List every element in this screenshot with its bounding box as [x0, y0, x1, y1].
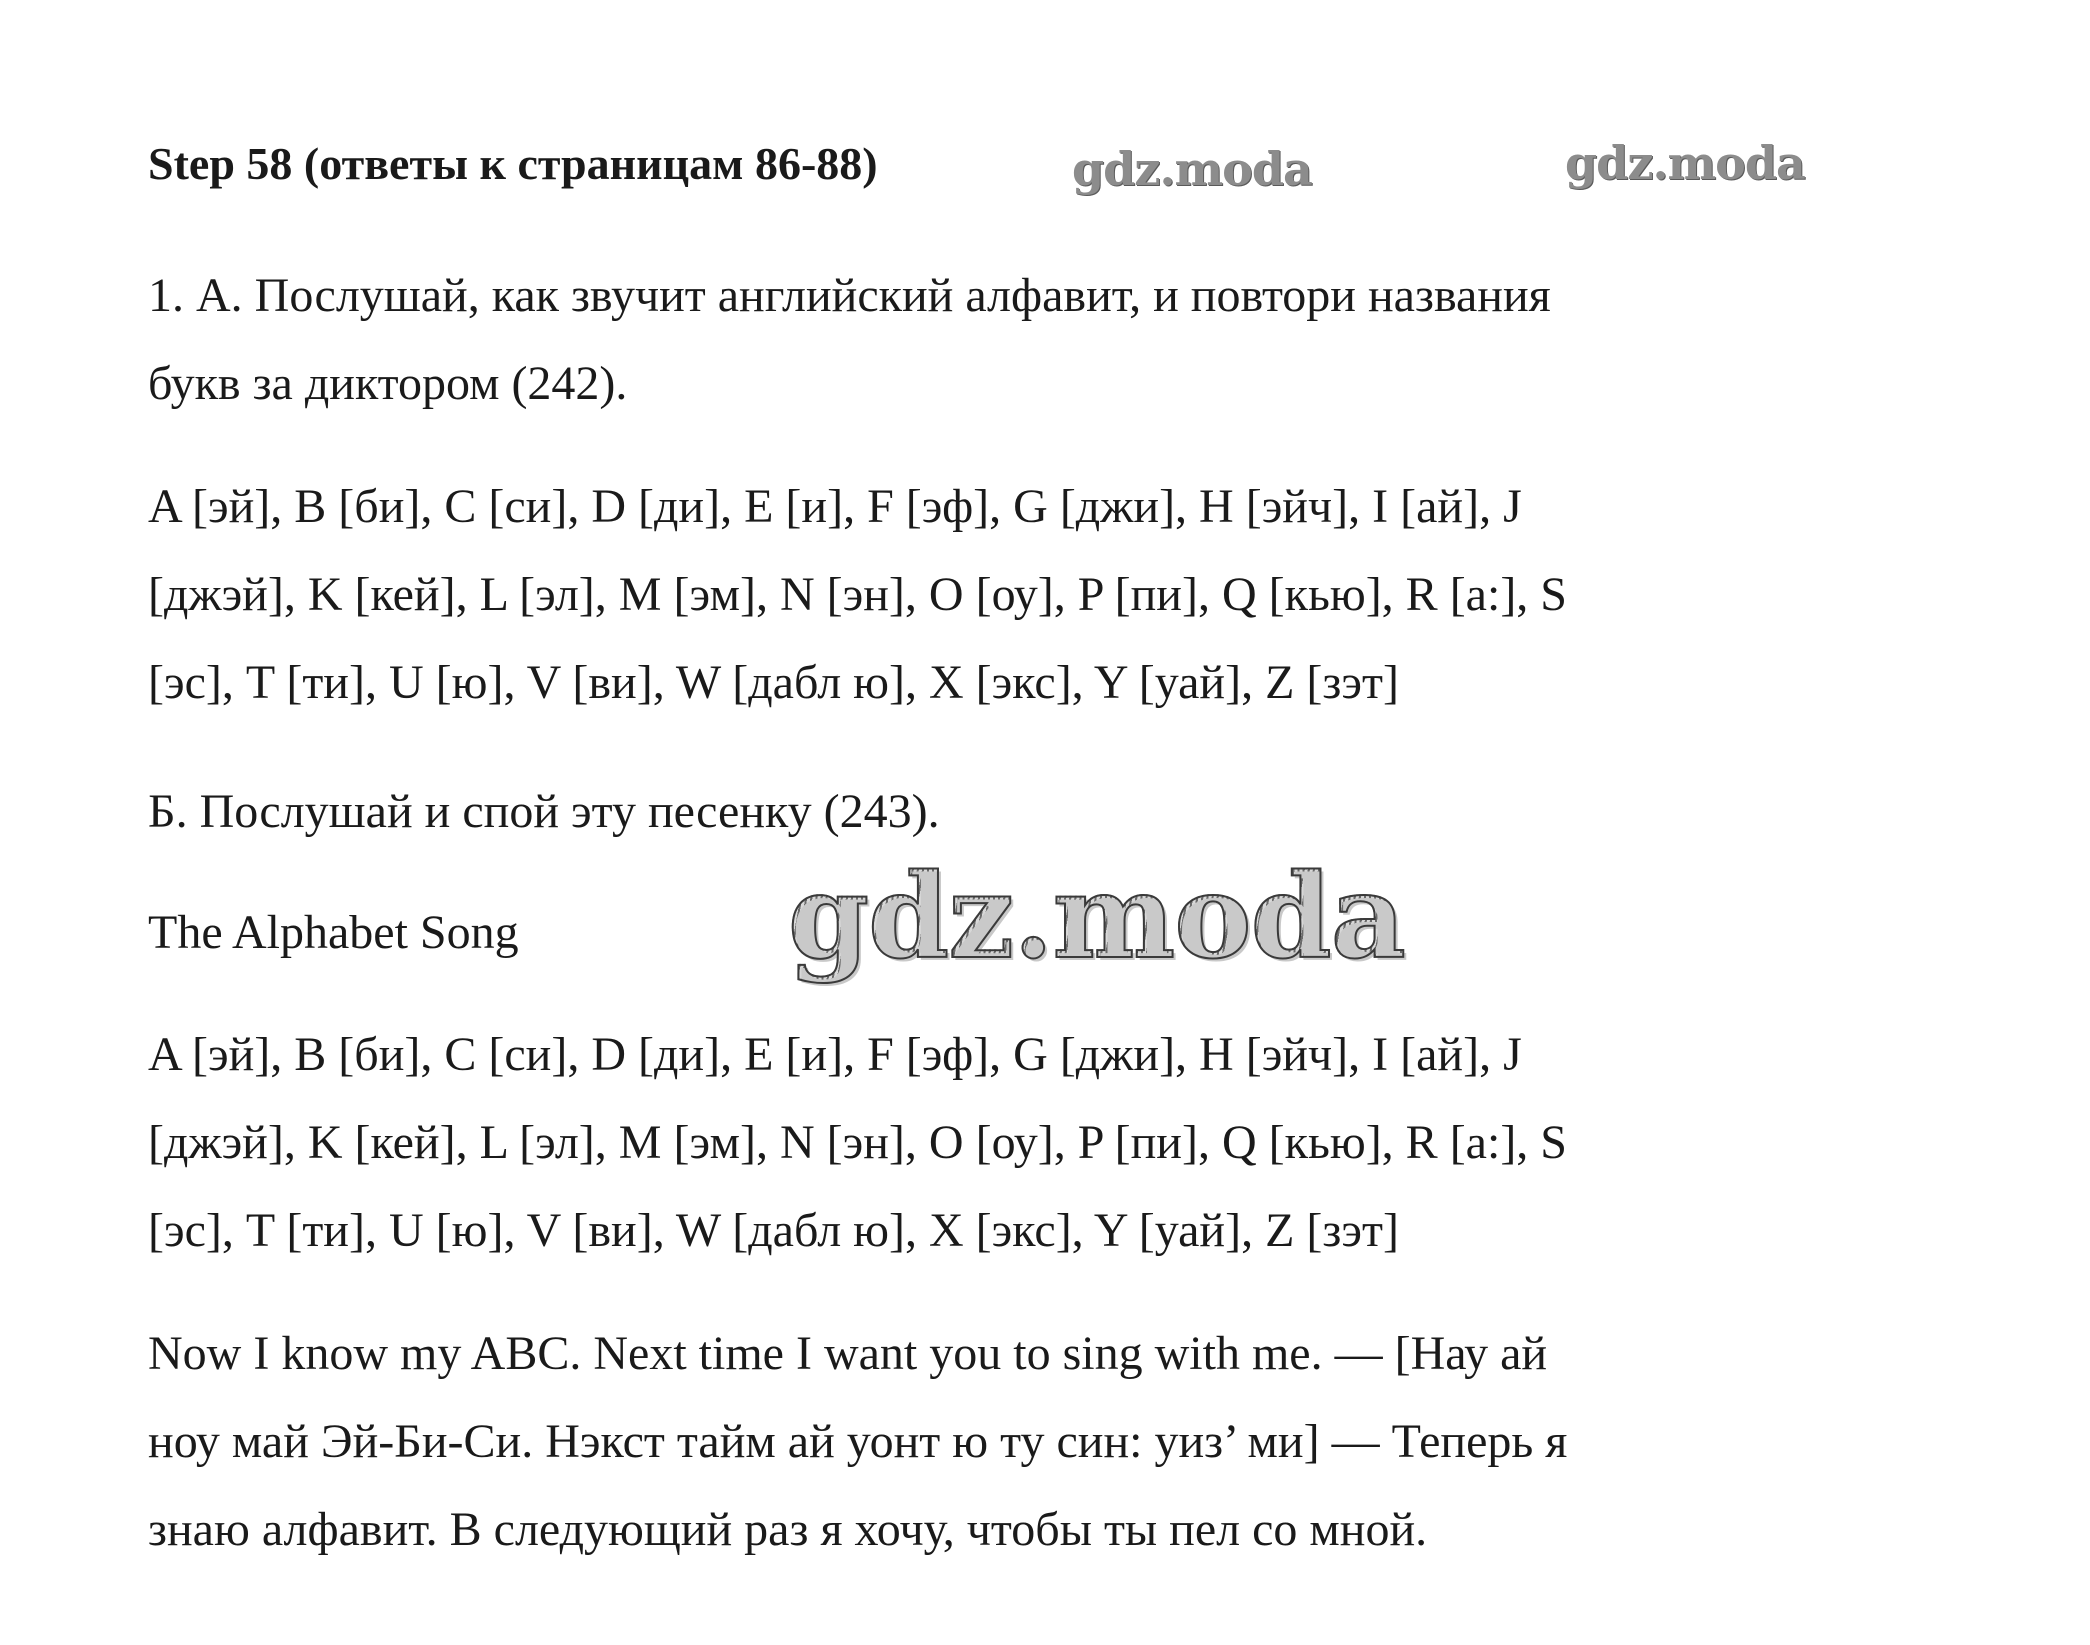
- text-line: [джэй], K [кей], L [эл], M [эм], N [эн], O [оу], P [пи], Q [кью], R [а:], S: [148, 1116, 1567, 1169]
- watermark-top-right: gdz.moda: [1565, 136, 1805, 190]
- text-line: A [эй], B [би], C [си], D [ди], E [и], F [эф], G [джи], H [эйч], I [ай], J: [148, 1028, 1522, 1081]
- text-line: The Alphabet Song: [148, 906, 519, 959]
- page-title: Step 58 (ответы к страницам 86-88): [148, 138, 878, 189]
- text-line: [эс], T [ти], U [ю], V [ви], W [дабл ю], X [экс], Y [уай], Z [зэт]: [148, 656, 1399, 709]
- exercise-1b-instruction: [148, 768, 1938, 856]
- exercise-1a-instruction: [148, 252, 1938, 428]
- watermark-top-left: gdz.moda: [1072, 142, 1312, 196]
- song-lyrics: [148, 1310, 1938, 1574]
- text-line: ноу май Эй-Би-Си. Нэкст тайм ай уонт ю ту син: уиз’ ми] — Теперь я: [148, 1415, 1568, 1468]
- alphabet-transcription-1: [148, 463, 1938, 727]
- text-line: Now I know my ABC. Next time I want you to sing with me. — [Нау ай: [148, 1327, 1548, 1380]
- watermark-center: gdz.moda: [788, 849, 1405, 985]
- text-line: Б. Послушай и спой эту песенку (243).: [148, 785, 940, 838]
- text-line: знаю алфавит. В следующий раз я хочу, чтобы ты пел со мной.: [148, 1503, 1428, 1556]
- text-line: букв за диктором (242).: [148, 357, 628, 410]
- text-line: A [эй], B [би], C [си], D [ди], E [и], F [эф], G [джи], H [эйч], I [ай], J: [148, 480, 1522, 533]
- text-line: [джэй], K [кей], L [эл], M [эм], N [эн], O [оу], P [пи], Q [кью], R [а:], S: [148, 568, 1567, 621]
- text-line: [эс], T [ти], U [ю], V [ви], W [дабл ю], X [экс], Y [уай], Z [зэт]: [148, 1204, 1399, 1257]
- alphabet-transcription-2: [148, 1011, 1938, 1275]
- text-line: 1. А. Послушай, как звучит английский алфавит, и повтори названия: [148, 269, 1551, 322]
